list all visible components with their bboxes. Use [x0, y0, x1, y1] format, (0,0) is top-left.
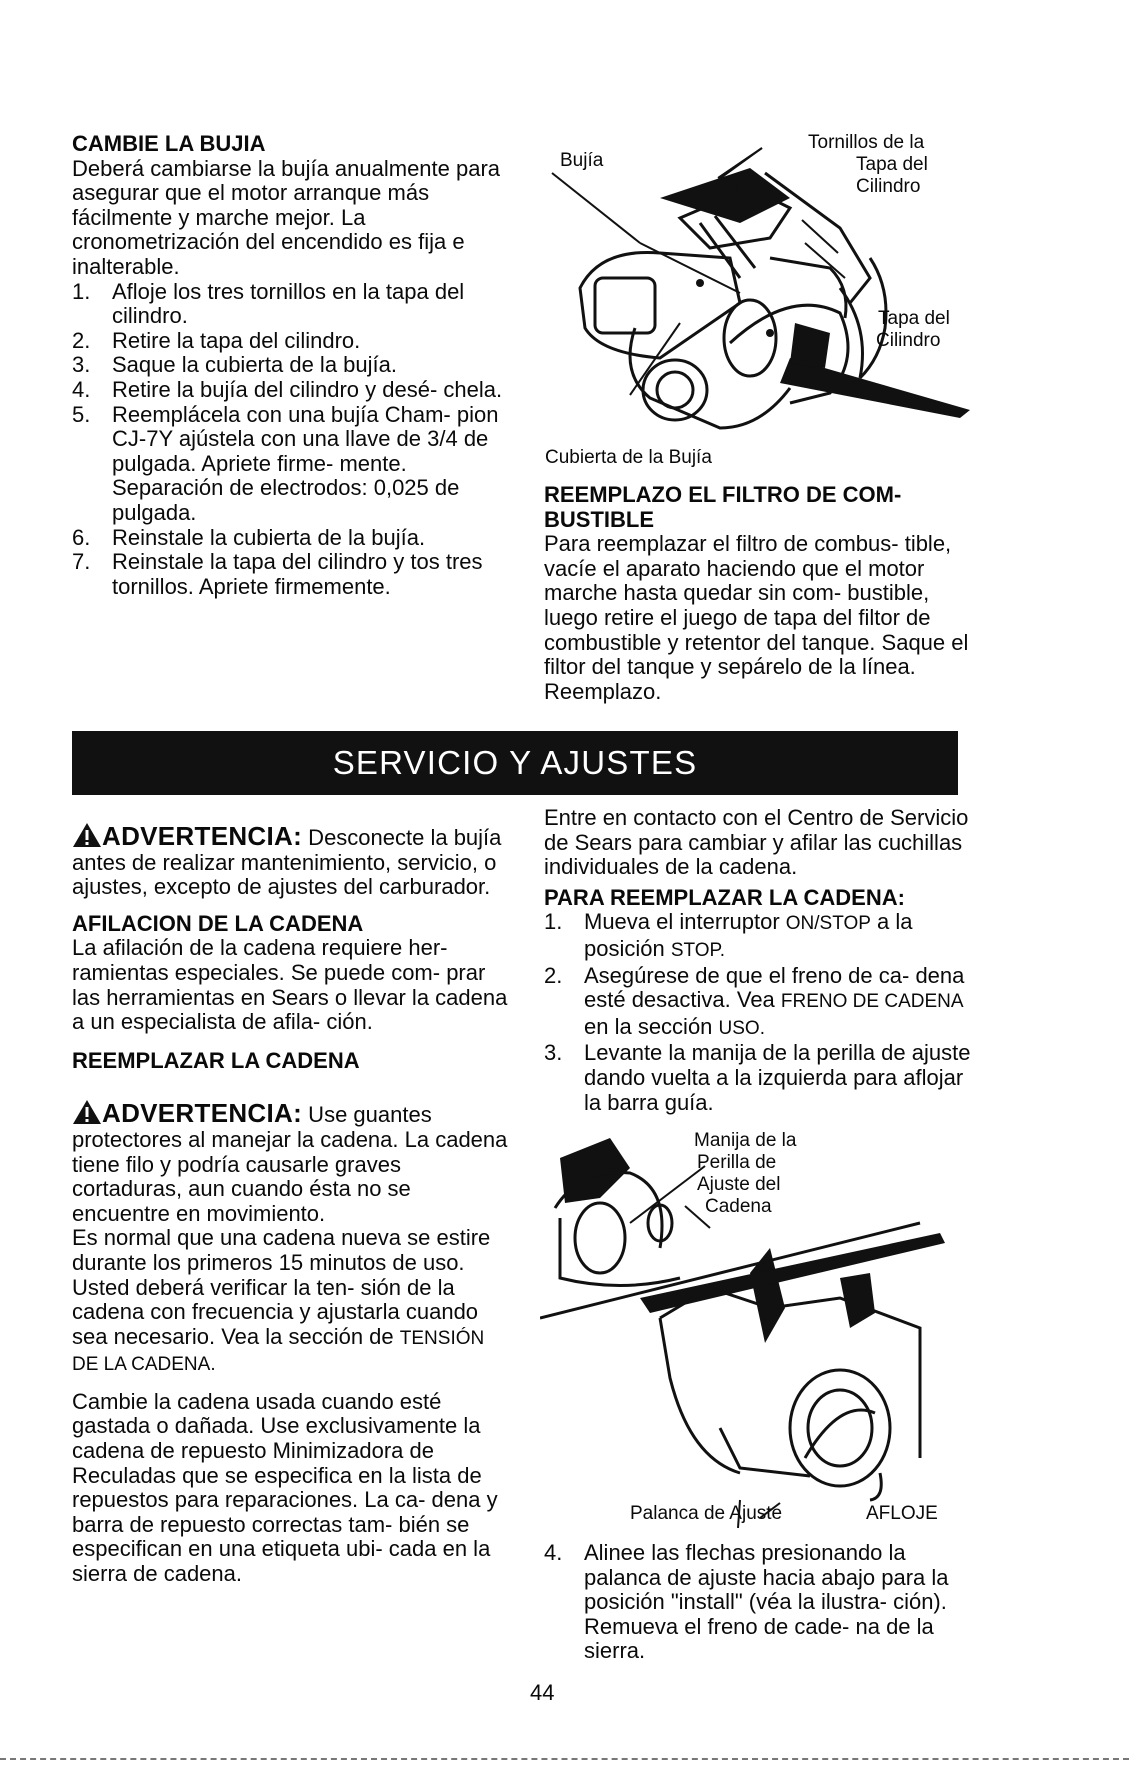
- afilacion-paragraph: La afilación de la cadena requiere her- ramientas especiales. Se puede com- prar las herramientas en Sears o llevar la cadena a un especialista de afila- ción.: [72, 935, 508, 1035]
- list-item: 3. Levante la manija de la perilla de ajuste dando vuelta a la izquierda para aflojar la barra guía.: [544, 1040, 971, 1115]
- bottom-cut-line: [0, 1758, 1129, 1760]
- contact-paragraph: Entre en contacto con el Centro de Servicio de Sears para cambiar y afilar las cuchillas individuales de la cadena.: [544, 805, 969, 880]
- intro-paragraph: Deberá cambiarse la bujía anualmente para asegurar que el motor arranque más fácilmente y marche mejor. La cronometrización del encendido es fija e inalterable.: [72, 155, 501, 279]
- fuel-filter-section: [544, 483, 984, 704]
- label-palanca: Palanca de Ajuste: [630, 1503, 783, 1524]
- replace-chain-paragraph: Cambie la cadena usada cuando esté gastada o dañada. Use exclusivamente la cadena de repuesto Minimizadora de Reculadas que se especifica en la lista de repuestos para reparaciones. La ca- dena y barra de repuesto correctas tam- bién se especifican en una etiqueta ubi- cada en la sierra de cadena.: [72, 1388, 498, 1587]
- step-4-block: [544, 1541, 984, 1664]
- list-item: 4. Retire la bujía del cilindro y desé- chela.: [72, 376, 503, 402]
- service-right-column: [544, 806, 984, 1115]
- warning-triangle-icon: [72, 1099, 102, 1125]
- label-manija-4: Cadena: [705, 1196, 772, 1217]
- label-afloje: AFLOJE: [866, 1503, 938, 1524]
- section-heading: CAMBIE LA BUJIA: [72, 131, 266, 156]
- label-tornillos-2: Tapa del: [856, 154, 928, 175]
- service-left-column: [72, 822, 512, 1587]
- spark-plug-figure: [540, 128, 980, 468]
- reemplazar-heading: REEMPLAZAR LA CADENA: [72, 1047, 360, 1073]
- list-item: 6. Reinstale la cubierta de la bujía.: [72, 524, 426, 550]
- label-tornillos-3: Cilindro: [856, 176, 921, 197]
- list-item: 2. Retire la tapa del cilindro.: [72, 327, 361, 353]
- section-heading: REEMPLAZO EL FILTRO DE COM- BUSTIBLE: [544, 482, 902, 532]
- warning-triangle-icon: [72, 822, 102, 848]
- warning-disconnect: [72, 822, 512, 900]
- list-item: 4. Alinee las flechas presionando la palanca de ajuste hacia abajo para la posición "install" (véa la ilustra- ción). Remueva el freno de cade- na de la sierra.: [544, 1540, 949, 1664]
- afilacion-heading: AFILACION DE LA CADENA: [72, 910, 364, 936]
- label-bujia: Bujía: [560, 150, 604, 171]
- warning-label: ADVERTENCIA:: [102, 1098, 303, 1129]
- list-item: 3. Saque la cubierta de la bujía.: [72, 352, 397, 378]
- label-cubierta: Cubierta de la Bujía: [545, 447, 712, 468]
- list-item: 7. Reinstale la tapa del cilindro y tos tres tornillos. Apriete firmemente.: [72, 549, 483, 599]
- chain-stretch-paragraph: Es normal que una cadena nueva se estire durante los primeros 15 minutos de uso. Usted deberá verificar la ten- sión de la cadena con frecuencia y ajustarla cuando sea necesario. Vea la sección de TENSIÓN DE LA CADENA.: [72, 1225, 491, 1376]
- fuel-filter-paragraph: Para reemplazar el filtro de combus- tible, vacíe el aparato haciendo que el motor marche hasta quedar sin com- bustible, luego retire el juego de tapa del filtor de combustible y retentor del tanque. Saque el filtor del tanque y sepárelo de la línea. Reemplazo.: [544, 531, 969, 704]
- list-item: 1. Afloje los tres tornillos en la tapa del cilindro.: [72, 278, 465, 329]
- label-tapa-1: Tapa del: [878, 308, 950, 329]
- steps-list: [544, 910, 984, 1115]
- label-tornillos-1: Tornillos de la: [808, 132, 925, 153]
- para-reemplazar-heading: PARA REEMPLAZAR LA CADENA:: [544, 884, 905, 910]
- label-manija-3: Ajuste del: [697, 1174, 781, 1195]
- spark-plug-section: [72, 132, 512, 599]
- label-tapa-2: Cilindro: [876, 330, 941, 351]
- warning-text: Desconecte la bujía antes de realizar mantenimiento, servicio, o ajustes, excepto de ajustes del carburador.: [72, 825, 502, 900]
- warning-text: Use guantes protectores al manejar la cadena. La cadena tiene filo y podría causarle graves cortaduras, aun cuando ésta no se encuentre en movimiento.: [72, 1102, 508, 1226]
- chain-adjust-figure: [540, 1128, 980, 1528]
- list-item: 2. Asegúrese de que el freno de ca- dena esté desactiva. Vea FRENO DE CADENA en la sección USO.: [544, 962, 965, 1039]
- page-number: 44: [530, 1680, 555, 1705]
- label-manija-1: Manija de la: [694, 1130, 797, 1151]
- steps-list: [544, 1541, 984, 1664]
- label-manija-2: Perilla de: [697, 1152, 777, 1173]
- section-banner: SERVICIO Y AJUSTES: [72, 731, 958, 795]
- list-item: 5. Reemplácela con una bujía Cham- pion CJ-7Y ajústela con una llave de 3/4 de pulgada. Apriete firme- mente. Separación de electrodos: 0,025 de pulgada.: [72, 401, 499, 525]
- warning-label: ADVERTENCIA:: [102, 821, 303, 851]
- list-item: 1. Mueva el interruptor ON/STOP a la posición STOP.: [544, 909, 913, 961]
- steps-list: [72, 280, 512, 600]
- warning-gloves: [72, 1099, 512, 1226]
